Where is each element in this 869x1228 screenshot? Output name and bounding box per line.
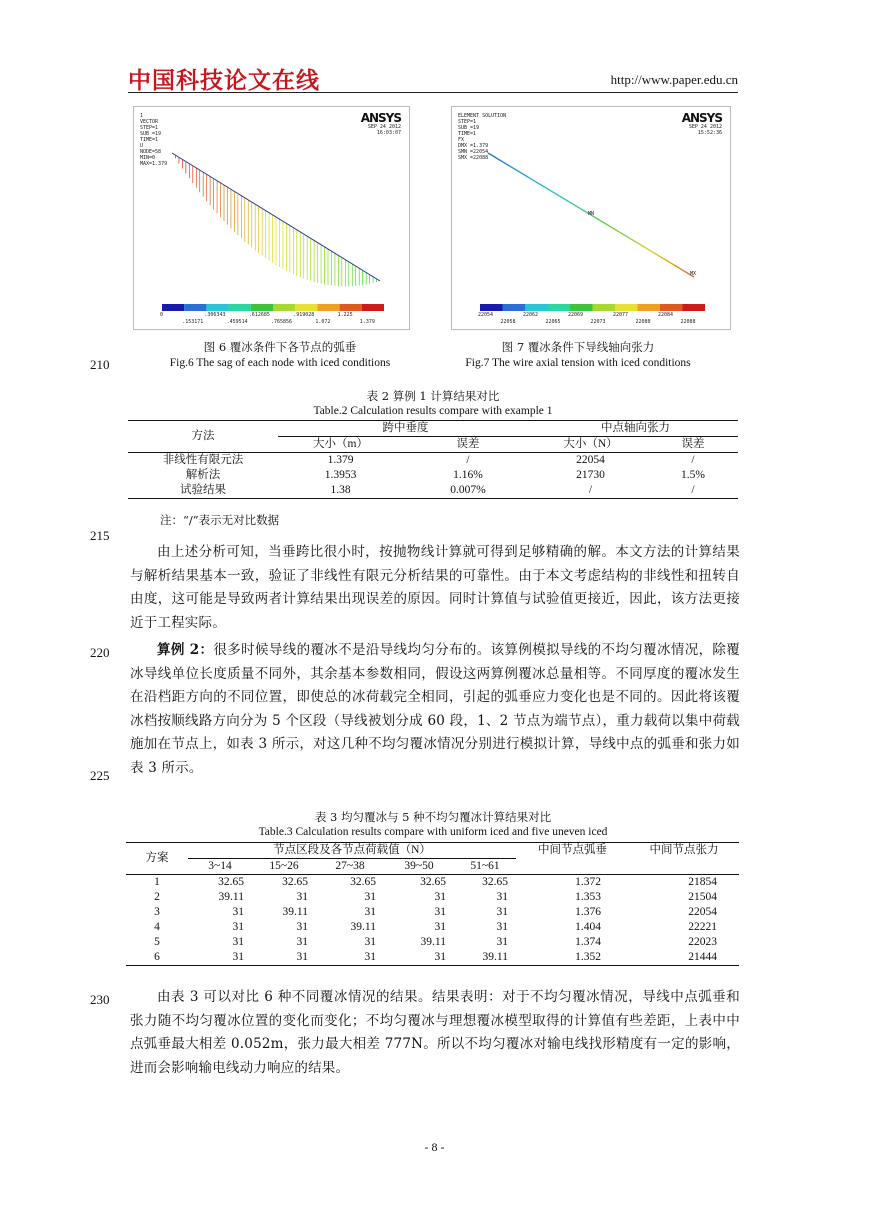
paragraph-1 (130, 541, 740, 635)
table-cell: 6 (154, 951, 160, 963)
table-cell: 0.007% (450, 484, 486, 496)
legend-label: 22054 (478, 312, 494, 318)
paragraph-3-text: 由表 3 可以对比 6 种不同覆冰情况的结果。结果表明：对于不均匀覆冰情况，导线中点弧垂和张力随不均匀覆冰位置的变化而变化；不均匀覆冰与理想覆冰模型取得的计算值有些差距，上表中中点弧垂最大相差 0.052m，张力最大相差 777N。所以不均匀覆冰对输电线找形精度有一定的影响，进而会影响输电线动力响应的结果。 (130, 989, 740, 1076)
fig6-caption (130, 339, 430, 371)
fig7-panel-text: ELEMENT SOLUTION STEP=1 SUB =19 TIME=1 FX DMX =1.379 SMN =22054 SMX =22088 (458, 113, 507, 161)
legend-label: .153171 (182, 319, 204, 325)
table3-header-scheme: 方案 (145, 852, 169, 864)
table-cell: 1.376 (575, 906, 601, 918)
table-cell: 31 (364, 936, 376, 948)
fig7-caption-en: Fig.7 The wire axial tension with iced conditions (465, 357, 691, 369)
fig6-caption-en: Fig.6 The sag of each node with iced conditions (169, 357, 391, 369)
legend-swatch (683, 304, 706, 311)
table3-subheader-cell: 39~50 (404, 860, 434, 872)
table-cell: 32.65 (482, 876, 508, 888)
table-row (126, 950, 739, 966)
legend-swatch (480, 304, 503, 311)
legend-label: 22088 (680, 319, 696, 325)
table-cell: 21854 (688, 876, 717, 888)
paragraph-3 (130, 986, 740, 1080)
table-cell: 31 (434, 906, 446, 918)
legend-swatch (638, 304, 661, 311)
table2-header-err2: 误差 (681, 438, 705, 450)
table-cell: 3 (154, 906, 160, 918)
table3-caption-en: Table.3 Calculation results compare with uniform iced and five uneven iced (258, 826, 608, 838)
table-cell: 31 (434, 891, 446, 903)
table-cell: 31 (496, 936, 508, 948)
figure-7-panel (451, 106, 731, 330)
table2-caption-en: Table.2 Calculation results compare with example 1 (313, 405, 553, 417)
table-cell: 31 (296, 951, 308, 963)
table-cell: 31 (496, 891, 508, 903)
legend-label: .612685 (248, 312, 270, 318)
fig6-ansys-logo: ANSYS (360, 111, 401, 125)
legend-label: .306343 (204, 312, 226, 318)
legend-label: 22062 (523, 312, 539, 318)
legend-label: 22077 (613, 312, 629, 318)
paragraph-2-text: 很多时候导线的覆冰不是沿导线均匀分布的。该算例模拟导线的不均匀覆冰情况，除覆冰导线单位长度质量不同外，其余基本参数相同，假设这两算例覆冰总量相等。不同厚度的覆冰发生在沿档距方向的不同位置，即使总的冰荷载完全相同，引起的弧垂应力变化也是不同的。因此将该覆冰档按顺线路方向分为 5 个区段（导线被划分成 60 段，1、2 节点为端节点），重力载荷以集中荷载施加在节点上，如表 3 所示，对这几种不均匀覆冰情况分别进行模拟计算，导线中点的弧垂和张力如表 3 所示。 (130, 642, 740, 776)
legend-label: 22065 (545, 319, 561, 325)
table-cell: 32.65 (350, 876, 376, 888)
table-cell: 1.5% (681, 469, 705, 481)
table-cell: 31 (232, 951, 244, 963)
legend-swatch (593, 304, 616, 311)
fig7-tension-plot (452, 107, 730, 329)
line-number: 225 (90, 768, 110, 783)
table-cell: 31 (434, 921, 446, 933)
table-row (128, 453, 738, 469)
table-cell: 39.11 (350, 921, 376, 933)
legend-swatch (570, 304, 593, 311)
table-cell: / (691, 484, 695, 496)
table-cell: 31 (232, 921, 244, 933)
table-cell: 1.372 (575, 876, 601, 888)
line-number: 220 (90, 645, 110, 660)
legend-swatch (251, 304, 273, 311)
legend-label: 22069 (568, 312, 584, 318)
table2-header-size-n: 大小（N） (563, 438, 618, 450)
legend-label: .919028 (293, 312, 315, 318)
legend-swatch (184, 304, 206, 311)
table-cell: 39.11 (482, 951, 508, 963)
line-number: 230 (90, 992, 110, 1007)
table-cell: 39.11 (218, 891, 244, 903)
legend-swatch (660, 304, 683, 311)
table-cell: / (588, 484, 593, 496)
page-number: - 8 - (424, 1140, 445, 1154)
legend-swatch (503, 304, 526, 311)
legend-swatch (615, 304, 638, 311)
fig7-mn-marker: MN (588, 211, 595, 217)
table-row (128, 483, 738, 499)
legend-swatch (362, 304, 384, 311)
legend-swatch (548, 304, 571, 311)
legend-swatch (317, 304, 339, 311)
table-cell: 解析法 (185, 469, 221, 481)
table2 (128, 420, 738, 499)
legend-label: 1.225 (337, 312, 353, 318)
line-number: 210 (90, 357, 110, 372)
table-cell: 21444 (688, 951, 717, 963)
table2-header-size-m: 大小（m） (313, 438, 368, 450)
legend-label: 22080 (635, 319, 651, 325)
table-cell: / (691, 454, 695, 466)
table2-header-err1: 误差 (456, 438, 480, 450)
table3-subheader-cell: 15~26 (269, 860, 299, 872)
table-cell: 2 (154, 891, 160, 903)
fig6-date: SEP 24 2012 16:03:07 (367, 124, 401, 136)
legend-swatch (340, 304, 362, 311)
table-cell: 31 (364, 906, 376, 918)
legend-label: 22073 (590, 319, 606, 325)
table-cell: 非线性有限元法 (162, 454, 244, 466)
fig6-caption-cn: 图 6 覆冰条件下各节点的弧垂 (203, 340, 357, 354)
table2-caption-cn: 表 2 算例 1 计算结果对比 (366, 389, 500, 403)
line-number: 215 (90, 528, 110, 543)
legend-label: 0 (160, 312, 164, 318)
journal-logo: 中国科技论文在线 (128, 68, 320, 94)
table-cell: 31 (296, 921, 308, 933)
table-cell: 31 (296, 936, 308, 948)
header-rule (128, 92, 738, 93)
table3-caption-cn: 表 3 均匀覆冰与 5 种不均匀覆冰计算结果对比 (314, 810, 552, 824)
table-cell: 21730 (576, 469, 605, 481)
table-cell: 31 (496, 921, 508, 933)
table3-subheader-cell: 27~38 (335, 860, 365, 872)
table-cell: 1.379 (327, 454, 354, 466)
table-row (126, 890, 739, 905)
legend-swatch (229, 304, 251, 311)
table3-header-sag: 中间节点弧垂 (538, 844, 607, 856)
table-cell: 22023 (688, 936, 717, 948)
legend-label: 1.379 (359, 319, 375, 325)
table-cell: 试验结果 (180, 484, 226, 496)
table-row (126, 935, 739, 950)
table-cell: 1.3953 (324, 469, 357, 481)
table3-subheader-cell: 3~14 (208, 860, 232, 872)
table-cell: 31 (434, 951, 446, 963)
table3-subheader-cell: 51~61 (470, 860, 500, 872)
table3 (126, 842, 739, 966)
table-cell: 22054 (688, 906, 717, 918)
table-cell: 1.374 (575, 936, 601, 948)
table-cell: 32.65 (420, 876, 446, 888)
table-cell: 1.353 (575, 891, 601, 903)
fig7-caption (418, 339, 738, 371)
table-cell: 31 (364, 951, 376, 963)
table-cell: / (466, 454, 470, 466)
table-row (128, 468, 738, 483)
table-cell: 31 (232, 906, 244, 918)
table2-header-method: 方法 (128, 421, 278, 453)
table2-caption (128, 389, 738, 419)
table3-caption (128, 810, 738, 840)
table-cell: 31 (232, 936, 244, 948)
table-row (126, 920, 739, 935)
table-cell: 1.352 (575, 951, 601, 963)
legend-label: 1.072 (315, 319, 331, 325)
figure-6-panel (133, 106, 410, 330)
legend-swatch (273, 304, 295, 311)
journal-url: http://www.paper.edu.cn (610, 72, 738, 87)
table3-header-tension: 中间节点张力 (649, 844, 719, 856)
table-row (126, 875, 739, 891)
legend-label: .765856 (271, 319, 293, 325)
table-cell: 31 (364, 891, 376, 903)
table-cell: 22221 (688, 921, 717, 933)
table-cell: 1 (154, 876, 160, 888)
table-cell: 31 (296, 891, 308, 903)
legend-swatch (525, 304, 548, 311)
fig6-sag-plot (134, 107, 409, 329)
table-cell: 5 (154, 936, 160, 948)
table-row (126, 905, 739, 920)
table-cell: 32.65 (282, 876, 308, 888)
table2-header-sag: 跨中垂度 (278, 421, 533, 437)
table-cell: 22054 (576, 454, 605, 466)
table-cell: 39.11 (282, 906, 308, 918)
example-2-label: 算例 2： (157, 642, 214, 658)
table-cell: 1.16% (453, 469, 483, 481)
table-cell: 1.38 (330, 484, 351, 496)
fig7-ansys-logo: ANSYS (681, 111, 722, 125)
table-cell: 31 (496, 906, 508, 918)
legend-swatch (295, 304, 317, 311)
paragraph-2 (130, 639, 740, 780)
table-cell: 4 (154, 921, 160, 933)
table-cell: 21504 (688, 891, 717, 903)
paragraph-1-text: 由上述分析可知，当垂跨比很小时，按抛物线计算就可得到足够精确的解。本文方法的计算结果与解析结果基本一致，验证了非线性有限元分析结果的可靠性。由于本文考虑结构的非线性和扭转自由度，这可能是导致两者计算结果出现误差的原因。同时计算值与试验值更接近，因此，该方法更接近于工程实际。 (130, 544, 740, 631)
fig7-date: SEP 24 2012 15:52:36 (688, 124, 722, 136)
table3-header-nodes: 节点区段及各节点荷载值（N） (188, 843, 516, 859)
table2-note: 注：“/”表示无对比数据 (160, 513, 280, 527)
table2-header-tension: 中点轴向张力 (533, 421, 738, 437)
fig7-caption-cn: 图 7 覆冰条件下导线轴向张力 (501, 340, 655, 354)
legend-label: .459514 (226, 319, 248, 325)
table-cell: 1.404 (575, 921, 601, 933)
table-cell: 39.11 (420, 936, 446, 948)
table-cell: 32.65 (218, 876, 244, 888)
legend-label: 22058 (500, 319, 516, 325)
fig7-mx-marker: MX (690, 271, 697, 277)
legend-label: 22084 (658, 312, 674, 318)
legend-swatch (206, 304, 228, 311)
fig6-panel-text: 1 VECTOR STEP=1 SUB =19 TIME=1 U NODE=58 MIN=0 MAX=1.379 (140, 113, 168, 167)
legend-swatch (162, 304, 184, 311)
